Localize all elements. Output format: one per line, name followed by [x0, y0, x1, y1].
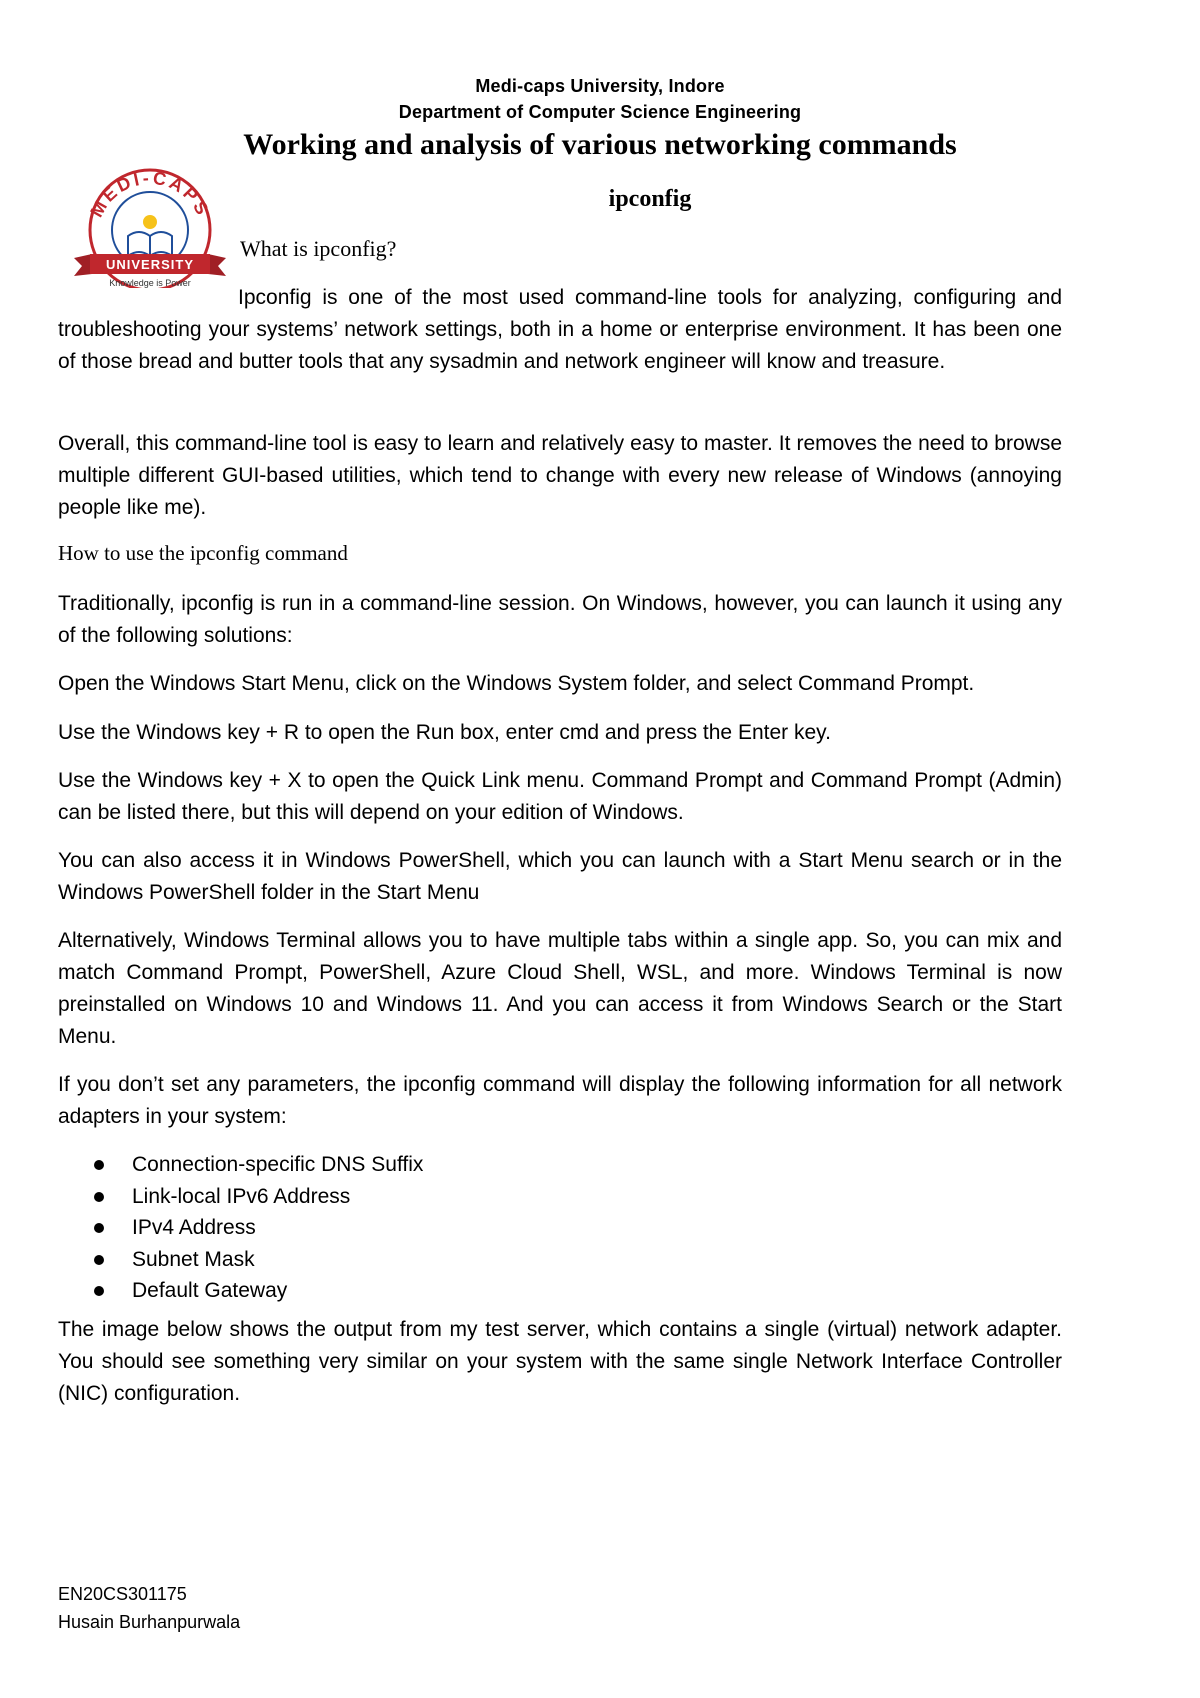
footer-roll-number: EN20CS301175 [58, 1584, 187, 1604]
bullet-list [58, 1149, 423, 1307]
book-icon [128, 215, 172, 256]
list-item: Default Gateway [58, 1275, 423, 1307]
paragraph-start-menu: Open the Windows Start Menu, click on the Windows System folder, and select Command Prompt. [58, 672, 975, 695]
page-title: Working and analysis of various networking commands [243, 128, 957, 161]
list-item: Link-local IPv6 Address [58, 1181, 423, 1213]
list-item: Connection-specific DNS Suffix [58, 1149, 423, 1181]
logo-banner-text: UNIVERSITY [105, 257, 195, 272]
logo-tagline: Knowledge is Power [109, 278, 191, 288]
list-item: IPv4 Address [58, 1212, 423, 1244]
list-item: Subnet Mask [58, 1244, 423, 1276]
overview-paragraph: Overall, this command-line tool is easy to learn and relatively easy to master. It removes the need to browse multiple different GUI-based utilities, which tend to change with every new release of Windows (annoying people like me). [58, 432, 1062, 519]
university-logo [70, 158, 230, 288]
department-name: Department of Computer Science Engineering [398, 102, 802, 122]
paragraph-windows-terminal: Alternatively, Windows Terminal allows you to have multiple tabs within a single app. So, you can mix and match Command Prompt, PowerShell, Azure Cloud Shell, WSL, and more. Windows Terminal is now preinstalled on Windows 10 and Windows 11. And you can access it from Windows Search or the Start Menu. [58, 929, 1062, 1048]
logo-banner [74, 254, 226, 276]
intro-paragraph: Ipconfig is one of the most used command-line tools for analyzing, configuring and troubleshooting your systems’ network settings, both in a home or enterprise environment. It has been one of those bread and butter tools that any sysadmin and network engineer will know and treasure. [58, 286, 1062, 373]
section-title: ipconfig [608, 186, 692, 212]
how-to-heading: How to use the ipconfig command [58, 541, 348, 565]
paragraph-quick-link: Use the Windows key + X to open the Quick Link menu. Command Prompt and Command Prompt (Admin) can be listed there, but this will depend on your edition of Windows. [58, 769, 1062, 824]
paragraph-parameters: If you don’t set any parameters, the ipconfig command will display the following information for all network adapters in your system: [58, 1073, 1062, 1128]
footer-author: Husain Burhanpurwala [58, 1612, 241, 1632]
what-is-heading: What is ipconfig? [240, 236, 397, 261]
paragraph-powershell: You can also access it in Windows PowerShell, which you can launch with a Start Menu search or in the Windows PowerShell folder in the Start Menu [58, 849, 1062, 904]
paragraph-run-box: Use the Windows key + R to open the Run box, enter cmd and press the Enter key. [58, 721, 831, 744]
university-name: Medi-caps University, Indore [475, 76, 725, 96]
paragraph-image-below: The image below shows the output from my test server, which contains a single (virtual) network adapter. You should see something very similar on your system with the same single Network Interface Controller (NIC) configuration. [58, 1318, 1062, 1405]
logo-arc-text: MEDI-CAPS [86, 167, 214, 221]
paragraph-traditionally: Traditionally, ipconfig is run in a command-line session. On Windows, however, you can launch it using any of the following solutions: [58, 592, 1062, 647]
